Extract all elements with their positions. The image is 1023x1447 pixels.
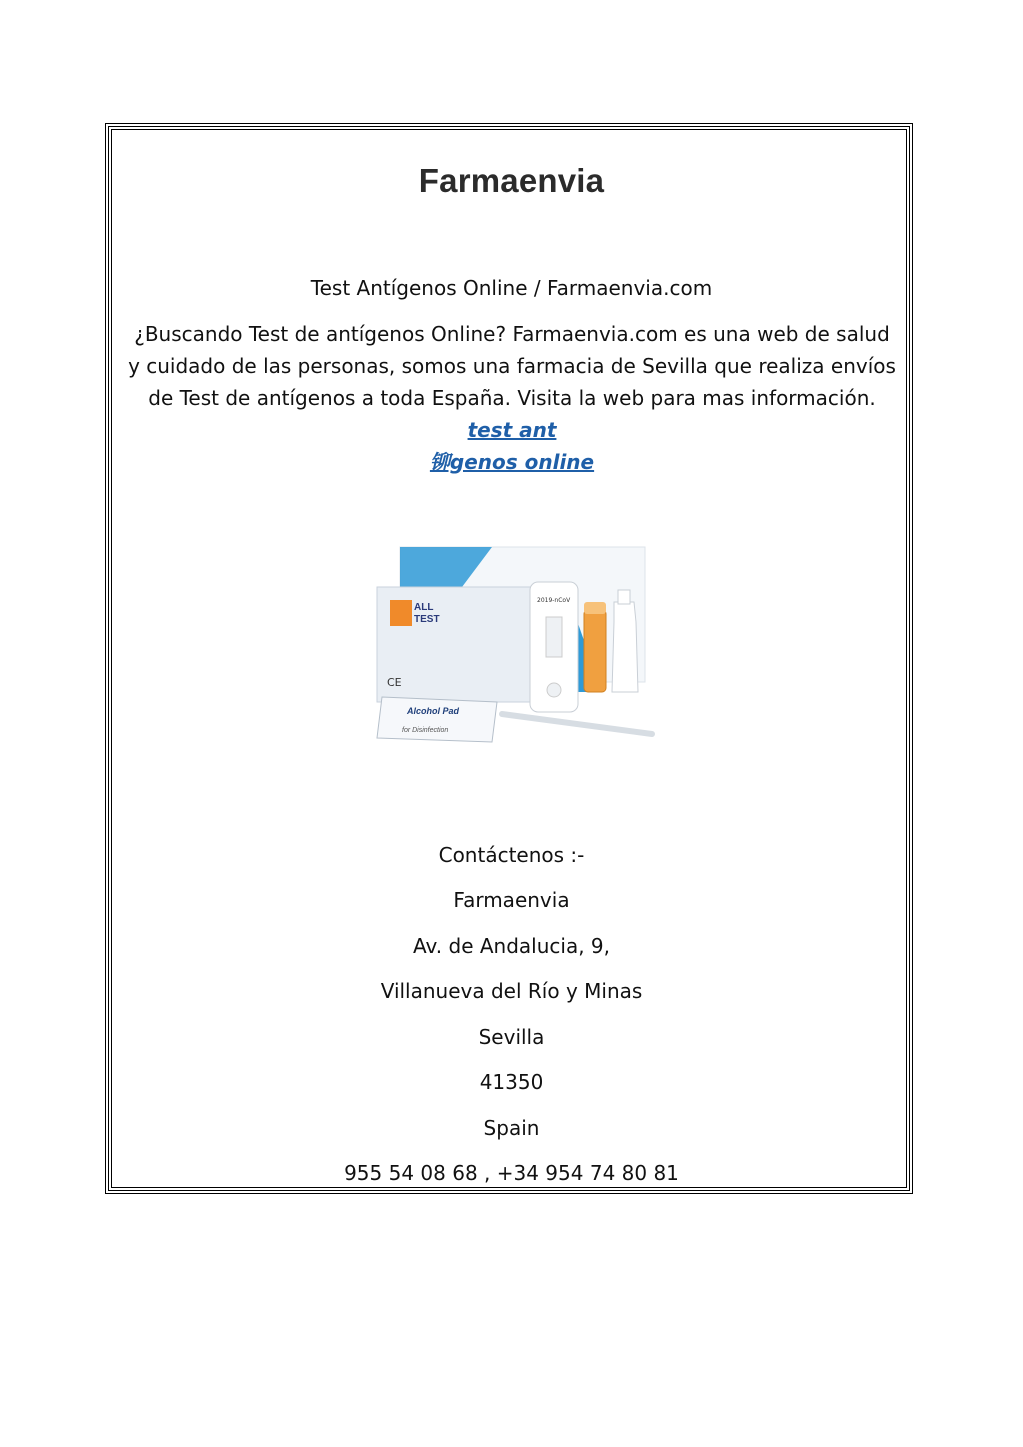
cassette-sample-well: [547, 683, 561, 697]
description-text: ¿Buscando Test de antígenos Online? Farmaenvia.com es una web de salud y cuidado de las personas, somos una farmacia de Sevilla que realiza envíos de Test de antígenos a toda España. Visita la web para mas información.: [128, 322, 896, 410]
alcohol-pad-sublabel: for Disinfection: [402, 727, 449, 734]
contact-title: Contáctenos :-: [438, 843, 585, 867]
cassette-label: 2019-nCoV: [537, 597, 571, 604]
reagent-tube-cap: [584, 602, 606, 614]
cassette-window: [546, 617, 562, 657]
product-link-part1: test ant: [467, 418, 557, 442]
description-paragraph: [128, 318, 896, 478]
pouch-logo-mark: [390, 600, 412, 626]
antigen-test-kit-image: [352, 492, 672, 767]
contact-town: Villanueva del Río y Minas: [380, 979, 643, 1003]
pouch-brand-line2: TEST: [414, 614, 440, 625]
contact-street: Av. de Andalucia, 9,: [412, 934, 610, 958]
product-link[interactable]: [430, 418, 594, 474]
swab-stick: [502, 714, 652, 734]
product-link-part2: 铆genos online: [429, 450, 595, 474]
reagent-tube: [584, 610, 606, 692]
buffer-bottle: [612, 602, 638, 692]
contact-phones: 955 54 08 68 , +34 954 74 80 81: [344, 1161, 679, 1185]
pouch-brand-line1: ALL: [414, 602, 434, 613]
page-heading: Test Antígenos Online / Farmaenvia.com: [310, 276, 713, 300]
alcohol-pad: [377, 697, 497, 742]
contact-country: Spain: [483, 1116, 540, 1140]
ce-mark: CE: [387, 676, 402, 689]
buffer-bottle-tip: [618, 590, 630, 604]
alcohol-pad-label: Alcohol Pad: [407, 706, 460, 716]
contact-city: Sevilla: [478, 1025, 545, 1049]
contact-name: Farmaenvia: [453, 888, 570, 912]
contact-postcode: 41350: [479, 1070, 544, 1094]
brand-logo: Farmaenvia: [418, 162, 605, 199]
